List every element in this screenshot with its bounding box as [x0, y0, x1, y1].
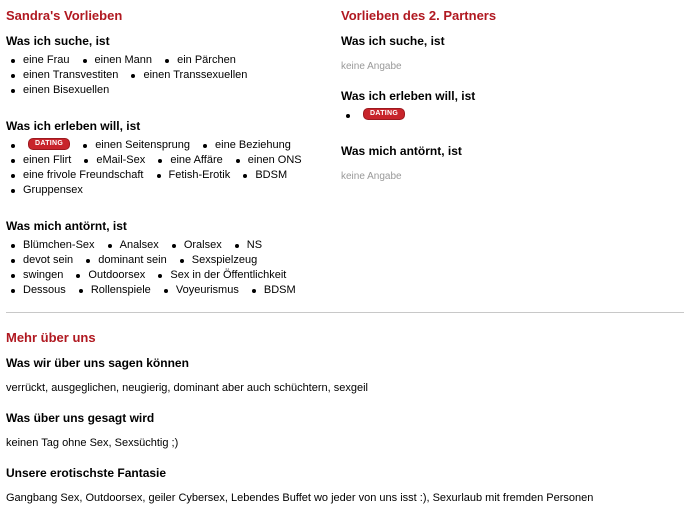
list-item: NS — [235, 238, 262, 253]
list-item: eine frivole Freundschaft — [11, 168, 143, 183]
list-item: einen Seitensprung — [83, 138, 190, 153]
list-item: Voyeurismus — [164, 283, 239, 298]
list-item: Rollenspiele — [79, 283, 151, 298]
about-fantasy-text: Gangbang Sex, Outdoorsex, geiler Cybersex, Lebendes Buffet wo jeder von uns isst :), Sexurlaub mit fremden Personen — [6, 492, 594, 504]
list-item: Outdoorsex — [76, 268, 145, 283]
list-item: ein Pärchen — [165, 53, 236, 68]
left-title: Sandra's Vorlieben — [6, 8, 123, 23]
about-others-heading: Was über uns gesagt wird — [6, 411, 155, 425]
list-item: einen Transvestiten — [11, 68, 118, 83]
right-experience-list — [346, 108, 666, 123]
list-item: einen Transsexuellen — [131, 68, 247, 83]
list-item: BDSM — [252, 283, 296, 298]
list-item-dating — [346, 108, 405, 123]
list-item: eine Beziehung — [203, 138, 291, 153]
list-item: Dessous — [11, 283, 66, 298]
left-search-heading: Was ich suche, ist — [6, 34, 110, 48]
about-others-text: keinen Tag ohne Sex, Sexsüchtig ;) — [6, 437, 179, 449]
right-title: Vorlieben des 2. Partners — [341, 8, 497, 23]
left-search-list — [11, 53, 331, 98]
left-experience-list — [11, 138, 331, 198]
list-item: Sexspielzeug — [180, 253, 257, 268]
list-item: BDSM — [243, 168, 287, 183]
list-item: einen Mann — [83, 53, 153, 68]
list-item: Blümchen-Sex — [11, 238, 95, 253]
list-item: Analsex — [108, 238, 159, 253]
list-item: eine Affäre — [158, 153, 222, 168]
list-item-dating — [11, 138, 70, 153]
section-divider — [6, 312, 684, 313]
left-experience-heading: Was ich erleben will, ist — [6, 119, 141, 133]
about-title: Mehr über uns — [6, 330, 96, 345]
list-item: Fetish-Erotik — [157, 168, 231, 183]
list-item: swingen — [11, 268, 63, 283]
about-fantasy-heading: Unsere erotischste Fantasie — [6, 466, 167, 480]
right-search-empty: keine Angabe — [341, 61, 402, 72]
right-turnon-empty: keine Angabe — [341, 171, 402, 182]
list-item: dominant sein — [86, 253, 167, 268]
left-turnon-heading: Was mich antörnt, ist — [6, 219, 127, 233]
about-self-text: verrückt, ausgeglichen, neugierig, dominant aber auch schüchtern, sexgeil — [6, 382, 368, 394]
list-item: Sex in der Öffentlichkeit — [158, 268, 286, 283]
list-item: devot sein — [11, 253, 73, 268]
dating-badge: DATING — [28, 138, 70, 150]
list-item: eMail-Sex — [84, 153, 145, 168]
list-item: einen Bisexuellen — [11, 83, 109, 98]
left-turnon-list — [11, 238, 331, 298]
list-item: Gruppensex — [11, 183, 83, 198]
right-experience-heading: Was ich erleben will, ist — [341, 89, 476, 103]
list-item: einen Flirt — [11, 153, 71, 168]
list-item: eine Frau — [11, 53, 69, 68]
list-item: einen ONS — [236, 153, 302, 168]
dating-badge: DATING — [363, 108, 405, 120]
about-self-heading: Was wir über uns sagen können — [6, 356, 189, 370]
list-item: Oralsex — [172, 238, 222, 253]
right-search-heading: Was ich suche, ist — [341, 34, 445, 48]
right-turnon-heading: Was mich antörnt, ist — [341, 144, 462, 158]
